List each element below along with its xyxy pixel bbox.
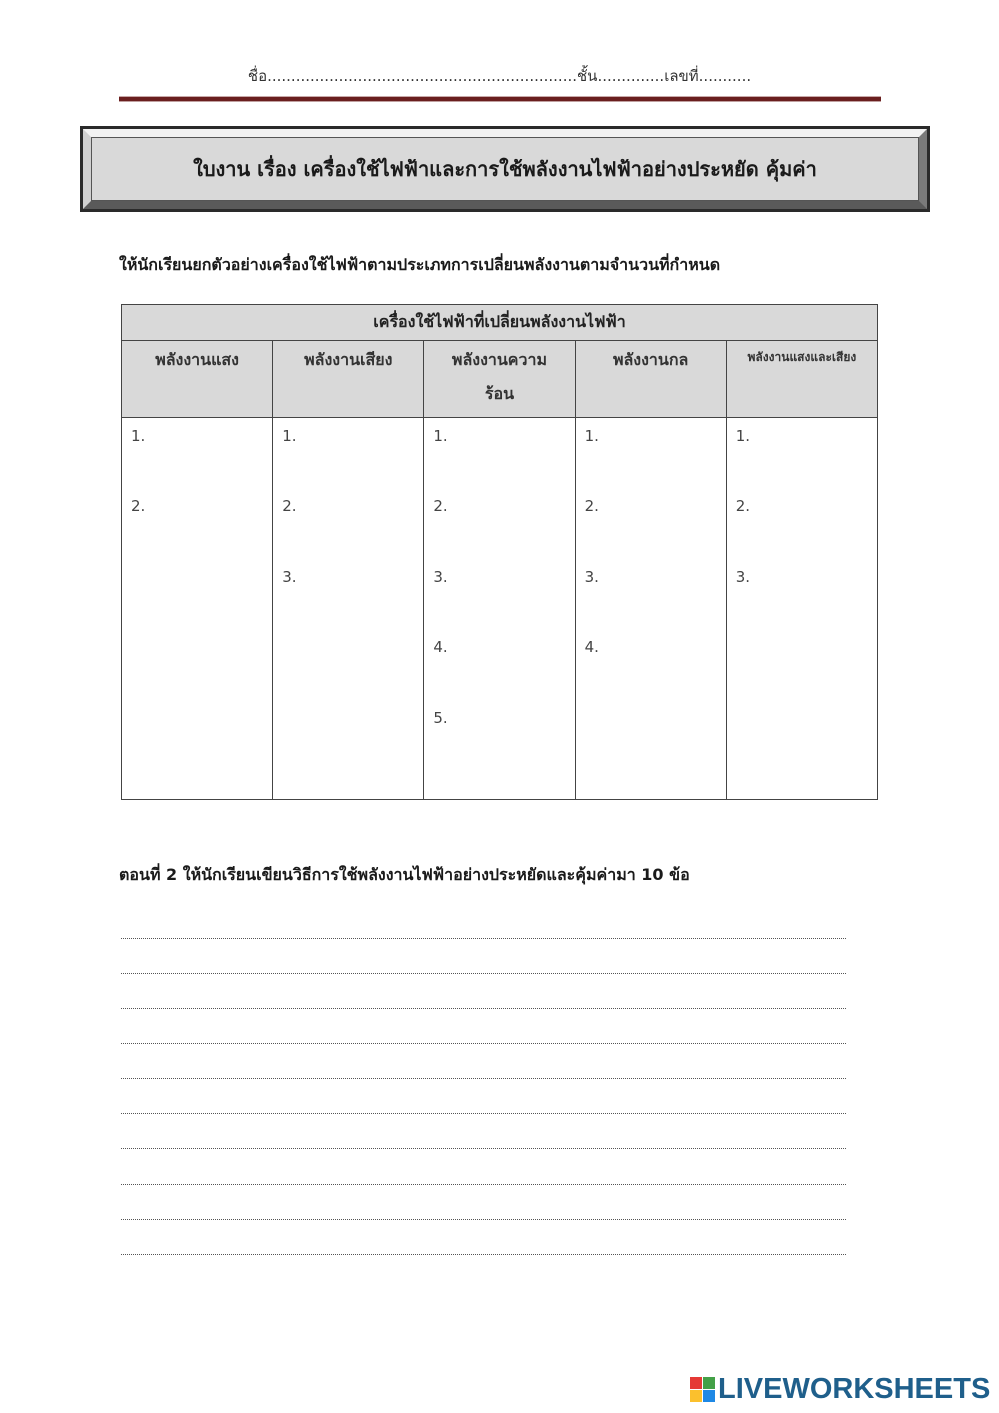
list-item: 3. xyxy=(282,567,297,586)
part1-instruction: ให้นักเรียนยกตัวอย่างเครื่องใช้ไฟฟ้าตามประเภทการเปลี่ยนพลังงานตามจำนวนที่กำหนด xyxy=(119,255,721,274)
part2-instruction: ตอนที่ 2 ให้นักเรียนเขียนวิธีการใช้พลังงานไฟฟ้าอย่างประหยัดและคุ้มค่ามา 10 ข้อ xyxy=(119,865,690,884)
answer-line-1[interactable] xyxy=(121,938,846,939)
column-cell-sound[interactable] xyxy=(273,418,424,800)
list-item: 4. xyxy=(433,638,448,657)
column-header-mechanical: พลังงานกล xyxy=(575,341,726,418)
answer-line-10[interactable] xyxy=(121,1254,846,1255)
column-cell-mechanical[interactable] xyxy=(575,418,726,800)
list-item: 2. xyxy=(433,497,448,516)
answer-line-4[interactable] xyxy=(121,1043,846,1044)
list-item: 1. xyxy=(735,427,751,445)
column-header-light: พลังงานแสง xyxy=(122,341,273,418)
logo-square-4 xyxy=(703,1390,715,1402)
answer-line-3[interactable] xyxy=(121,1008,846,1009)
answer-line-6[interactable] xyxy=(121,1113,846,1114)
answer-line-8[interactable] xyxy=(121,1184,846,1185)
column-header-heat-text: พลังงานความ ร้อน xyxy=(451,350,548,403)
logo-square-1 xyxy=(690,1377,702,1389)
column-header-heat xyxy=(424,341,575,418)
table-main-header: เครื่องใช้ไฟฟ้าที่เปลี่ยนพลังงานไฟฟ้า xyxy=(122,305,878,341)
list-item: 2. xyxy=(735,497,751,516)
list-item: 1. xyxy=(131,427,146,445)
list-item: 1. xyxy=(282,427,297,445)
column-header-sound: พลังงานเสียง xyxy=(273,341,424,418)
header-divider xyxy=(119,96,881,102)
list-item: 2. xyxy=(131,497,146,516)
column-cell-heat[interactable] xyxy=(424,418,575,800)
answer-line-2[interactable] xyxy=(121,973,846,974)
energy-table xyxy=(121,304,878,800)
list-item: 5. xyxy=(433,708,448,727)
list-item: 3. xyxy=(433,567,448,586)
list-item: 1. xyxy=(584,427,599,445)
answer-line-5[interactable] xyxy=(121,1078,846,1079)
list-item: 3. xyxy=(584,567,599,586)
liveworksheets-logo xyxy=(690,1373,990,1405)
list-item: 4. xyxy=(584,638,599,657)
column-cell-light[interactable] xyxy=(122,418,273,800)
liveworksheets-icon xyxy=(690,1377,715,1402)
list-item: 2. xyxy=(584,497,599,516)
list-item: 3. xyxy=(735,567,751,586)
column-header-light-and-sound: พลังงานแสงและเสียง xyxy=(726,341,877,418)
student-info-line: ชื่อ.................................................................ชั้น..............เลขที่........... xyxy=(247,67,752,85)
answer-line-7[interactable] xyxy=(121,1148,846,1149)
logo-square-3 xyxy=(690,1390,702,1402)
logo-text: LIVEWORKSHEETS xyxy=(718,1372,991,1405)
list-item: 2. xyxy=(282,497,297,516)
column-cell-light-and-sound[interactable] xyxy=(726,418,877,800)
answer-line-9[interactable] xyxy=(121,1219,846,1220)
logo-square-2 xyxy=(703,1377,715,1389)
worksheet-title: ใบงาน เรื่อง เครื่องใช้ไฟฟ้าและการใช้พลังงานไฟฟ้าอย่างประหยัด คุ้มค่า xyxy=(91,137,919,201)
list-item: 1. xyxy=(433,427,448,445)
title-box xyxy=(80,126,930,212)
